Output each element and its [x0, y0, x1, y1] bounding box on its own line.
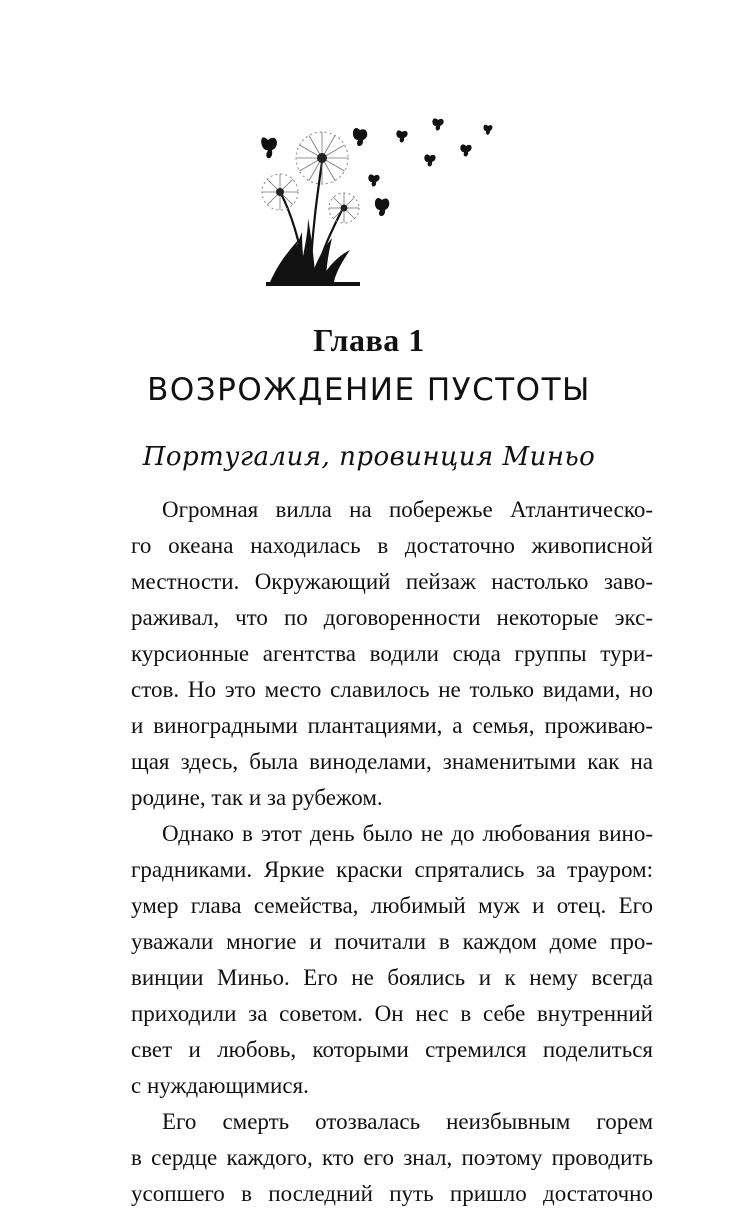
text-line: и виноградными плантациями, а семья, проживаю-: [131, 713, 653, 738]
text-line: Однако в этот день было не до любования вино-: [162, 821, 653, 846]
text-line: курсионные агентства водили сюда группы тури-: [131, 641, 653, 666]
chapter-location: Португалия, провинция Миньо: [142, 442, 596, 472]
text-line: щая здесь, была виноделами, знаменитыми как на: [131, 749, 653, 774]
text-line: усопшего в последний путь пришло достаточно: [131, 1181, 653, 1206]
text-line: умер глава семейства, любимый муж и отец. Его: [131, 893, 653, 918]
chapter-title: ВОЗРОЖДЕНИЕ ПУСТОТЫ: [147, 372, 591, 408]
text-line: стов. Но это место славилось не только видами, но: [131, 677, 653, 702]
text-line: в сердце каждого, кто его знал, поэтому проводить: [131, 1145, 653, 1170]
text-line: родине, так и за рубежом.: [131, 785, 383, 810]
text-line: с нуждающимися.: [131, 1073, 309, 1098]
text-line: градниками. Яркие краски спрятались за трауром:: [131, 857, 653, 882]
chapter-body: [100, 492, 653, 1212]
text-line: местности. Окружающий пейзаж настолько заво-: [131, 569, 653, 594]
paragraph: [100, 816, 653, 1104]
text-line: приходили за советом. Он нес в себе внутренний: [131, 1001, 653, 1026]
text-line: винции Миньо. Его не боялись и к нему всегда: [131, 965, 653, 990]
paragraph: [100, 1104, 653, 1212]
dandelion-butterflies-icon: [250, 100, 510, 290]
text-line: свет и любовь, которыми стремился поделиться: [131, 1037, 653, 1062]
text-line: Его смерть отозвалась неизбывным горем: [162, 1109, 653, 1134]
text-line: уважали многие и почитали в каждом доме про-: [131, 929, 653, 954]
paragraph: [100, 492, 653, 816]
chapter-number: Глава 1: [313, 322, 425, 358]
text-line: го океана находилась в достаточно живописной: [131, 533, 653, 558]
text-line: Огромная вилла на побережье Атлантическо-: [162, 497, 653, 522]
text-line: раживал, что по договоренности некоторые экс-: [131, 605, 653, 630]
